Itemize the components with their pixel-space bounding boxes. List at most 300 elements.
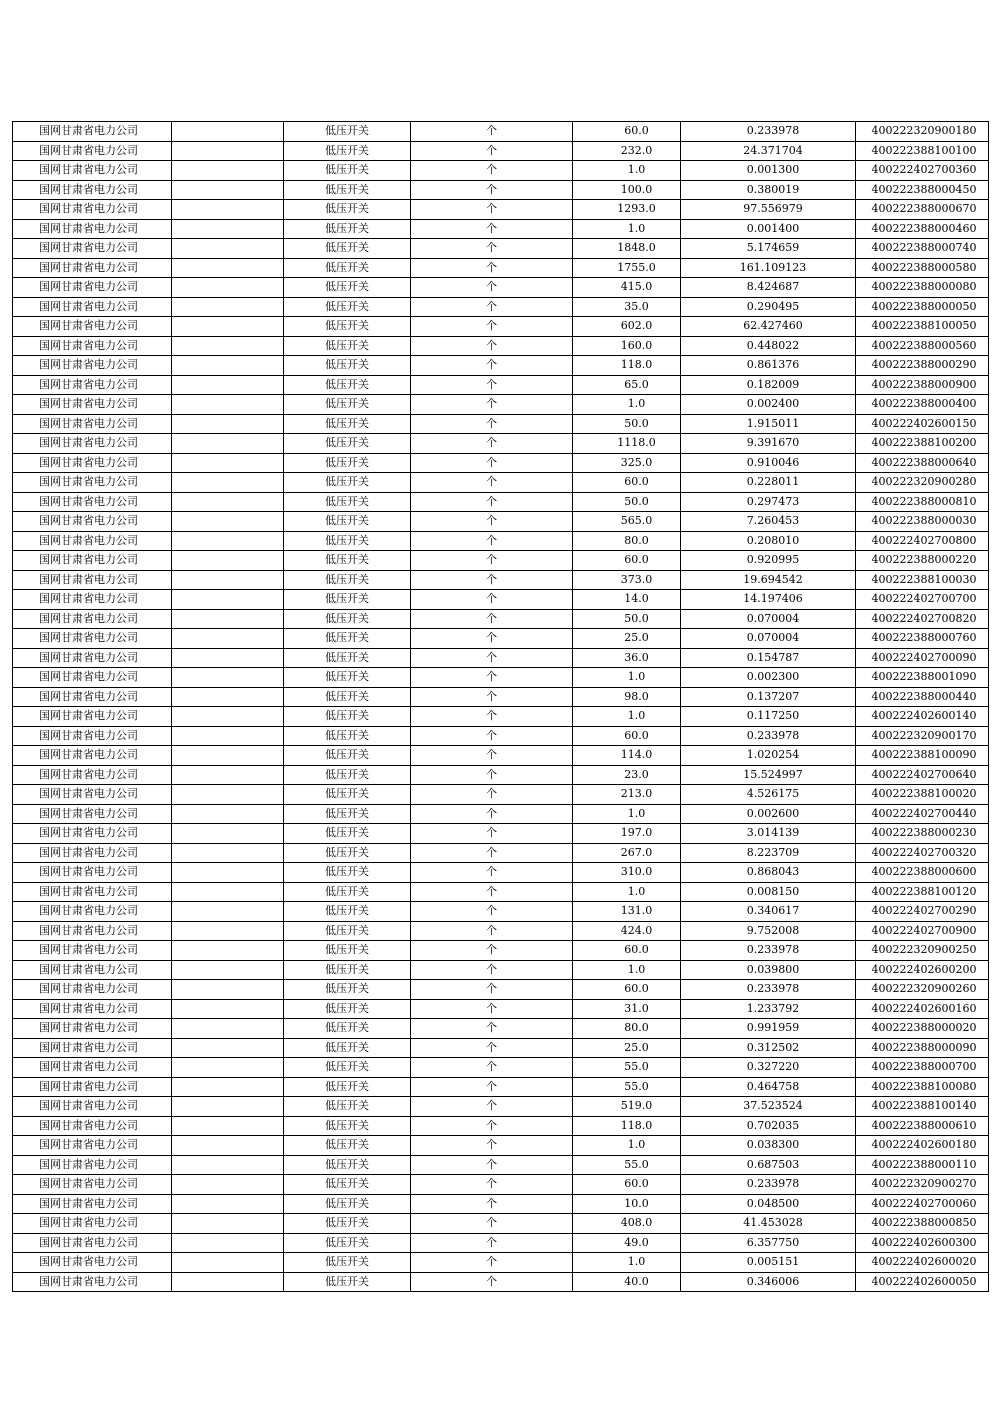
- item-name-cell: 低压开关: [284, 297, 411, 317]
- table-row: [13, 629, 989, 649]
- company-cell: 国网甘肃省电力公司: [13, 1058, 172, 1078]
- company-cell: 国网甘肃省电力公司: [13, 726, 172, 746]
- blank-cell: [172, 395, 284, 415]
- table-row: [13, 1194, 989, 1214]
- table-row: [13, 1253, 989, 1273]
- code-cell: 400222388100090: [856, 746, 989, 766]
- blank-cell: [172, 200, 284, 220]
- amount-cell: 0.048500: [681, 1194, 856, 1214]
- amount-cell: 9.752008: [681, 921, 856, 941]
- company-cell: 国网甘肃省电力公司: [13, 453, 172, 473]
- code-cell: 400222402700090: [856, 648, 989, 668]
- amount-cell: 0.464758: [681, 1077, 856, 1097]
- blank-cell: [172, 1038, 284, 1058]
- table-row: [13, 590, 989, 610]
- quantity-cell: 1848.0: [573, 239, 681, 259]
- item-name-cell: 低压开关: [284, 1253, 411, 1273]
- table-row: [13, 980, 989, 1000]
- blank-cell: [172, 1077, 284, 1097]
- unit-cell: 个: [411, 590, 573, 610]
- blank-cell: [172, 1175, 284, 1195]
- item-name-cell: 低压开关: [284, 785, 411, 805]
- company-cell: 国网甘肃省电力公司: [13, 999, 172, 1019]
- amount-cell: 0.070004: [681, 609, 856, 629]
- amount-cell: 0.002600: [681, 804, 856, 824]
- table-row: [13, 122, 989, 142]
- blank-cell: [172, 434, 284, 454]
- unit-cell: 个: [411, 824, 573, 844]
- item-name-cell: 低压开关: [284, 219, 411, 239]
- code-cell: 400222402600050: [856, 1272, 989, 1292]
- unit-cell: 个: [411, 1194, 573, 1214]
- company-cell: 国网甘肃省电力公司: [13, 843, 172, 863]
- quantity-cell: 415.0: [573, 278, 681, 298]
- company-cell: 国网甘肃省电力公司: [13, 356, 172, 376]
- item-name-cell: 低压开关: [284, 1272, 411, 1292]
- table-row: [13, 512, 989, 532]
- item-name-cell: 低压开关: [284, 375, 411, 395]
- quantity-cell: 373.0: [573, 570, 681, 590]
- unit-cell: 个: [411, 570, 573, 590]
- item-name-cell: 低压开关: [284, 609, 411, 629]
- company-cell: 国网甘肃省电力公司: [13, 414, 172, 434]
- code-cell: 400222388100020: [856, 785, 989, 805]
- table-row: [13, 570, 989, 590]
- unit-cell: 个: [411, 960, 573, 980]
- table-row: [13, 395, 989, 415]
- amount-cell: 0.868043: [681, 863, 856, 883]
- unit-cell: 个: [411, 726, 573, 746]
- amount-cell: 0.005151: [681, 1253, 856, 1273]
- table-row: [13, 1116, 989, 1136]
- quantity-cell: 36.0: [573, 648, 681, 668]
- unit-cell: 个: [411, 1077, 573, 1097]
- unit-cell: 个: [411, 609, 573, 629]
- amount-cell: 9.391670: [681, 434, 856, 454]
- quantity-cell: 49.0: [573, 1233, 681, 1253]
- item-name-cell: 低压开关: [284, 1058, 411, 1078]
- blank-cell: [172, 336, 284, 356]
- company-cell: 国网甘肃省电力公司: [13, 1272, 172, 1292]
- blank-cell: [172, 785, 284, 805]
- item-name-cell: 低压开关: [284, 629, 411, 649]
- amount-cell: 14.197406: [681, 590, 856, 610]
- blank-cell: [172, 1155, 284, 1175]
- table-row: [13, 1097, 989, 1117]
- item-name-cell: 低压开关: [284, 687, 411, 707]
- code-cell: 400222388000290: [856, 356, 989, 376]
- company-cell: 国网甘肃省电力公司: [13, 141, 172, 161]
- item-name-cell: 低压开关: [284, 902, 411, 922]
- unit-cell: 个: [411, 1038, 573, 1058]
- blank-cell: [172, 473, 284, 493]
- company-cell: 国网甘肃省电力公司: [13, 1175, 172, 1195]
- code-cell: 400222388000670: [856, 200, 989, 220]
- blank-cell: [172, 1019, 284, 1039]
- amount-cell: 0.233978: [681, 980, 856, 1000]
- amount-cell: 0.002400: [681, 395, 856, 415]
- code-cell: 400222320900180: [856, 122, 989, 142]
- table-row: [13, 824, 989, 844]
- amount-cell: 0.346006: [681, 1272, 856, 1292]
- quantity-cell: 565.0: [573, 512, 681, 532]
- company-cell: 国网甘肃省电力公司: [13, 570, 172, 590]
- quantity-cell: 60.0: [573, 551, 681, 571]
- unit-cell: 个: [411, 765, 573, 785]
- unit-cell: 个: [411, 941, 573, 961]
- item-name-cell: 低压开关: [284, 1175, 411, 1195]
- quantity-cell: 1.0: [573, 960, 681, 980]
- quantity-cell: 10.0: [573, 1194, 681, 1214]
- amount-cell: 7.260453: [681, 512, 856, 532]
- item-name-cell: 低压开关: [284, 999, 411, 1019]
- code-cell: 400222388000030: [856, 512, 989, 532]
- blank-cell: [172, 999, 284, 1019]
- item-name-cell: 低压开关: [284, 141, 411, 161]
- item-name-cell: 低压开关: [284, 395, 411, 415]
- quantity-cell: 40.0: [573, 1272, 681, 1292]
- company-cell: 国网甘肃省电力公司: [13, 863, 172, 883]
- code-cell: 400222388100050: [856, 317, 989, 337]
- company-cell: 国网甘肃省电力公司: [13, 336, 172, 356]
- blank-cell: [172, 863, 284, 883]
- unit-cell: 个: [411, 453, 573, 473]
- company-cell: 国网甘肃省电力公司: [13, 512, 172, 532]
- table-row: [13, 317, 989, 337]
- table-row: [13, 941, 989, 961]
- unit-cell: 个: [411, 161, 573, 181]
- blank-cell: [172, 551, 284, 571]
- code-cell: 400222388000850: [856, 1214, 989, 1234]
- code-cell: 400222388000440: [856, 687, 989, 707]
- company-cell: 国网甘肃省电力公司: [13, 609, 172, 629]
- table-row: [13, 1155, 989, 1175]
- amount-cell: 5.174659: [681, 239, 856, 259]
- item-name-cell: 低压开关: [284, 453, 411, 473]
- amount-cell: 0.327220: [681, 1058, 856, 1078]
- item-name-cell: 低压开关: [284, 473, 411, 493]
- company-cell: 国网甘肃省电力公司: [13, 317, 172, 337]
- quantity-cell: 14.0: [573, 590, 681, 610]
- amount-cell: 0.290495: [681, 297, 856, 317]
- blank-cell: [172, 726, 284, 746]
- unit-cell: 个: [411, 414, 573, 434]
- unit-cell: 个: [411, 980, 573, 1000]
- table-row: [13, 843, 989, 863]
- blank-cell: [172, 746, 284, 766]
- amount-cell: 19.694542: [681, 570, 856, 590]
- item-name-cell: 低压开关: [284, 765, 411, 785]
- blank-cell: [172, 180, 284, 200]
- unit-cell: 个: [411, 804, 573, 824]
- code-cell: 400222320900280: [856, 473, 989, 493]
- amount-cell: 0.228011: [681, 473, 856, 493]
- code-cell: 400222388100140: [856, 1097, 989, 1117]
- quantity-cell: 50.0: [573, 492, 681, 512]
- item-name-cell: 低压开关: [284, 668, 411, 688]
- blank-cell: [172, 492, 284, 512]
- unit-cell: 个: [411, 1019, 573, 1039]
- quantity-cell: 98.0: [573, 687, 681, 707]
- company-cell: 国网甘肃省电力公司: [13, 882, 172, 902]
- blank-cell: [172, 804, 284, 824]
- code-cell: 400222402700700: [856, 590, 989, 610]
- code-cell: 400222388000230: [856, 824, 989, 844]
- blank-cell: [172, 941, 284, 961]
- blank-cell: [172, 902, 284, 922]
- unit-cell: 个: [411, 1272, 573, 1292]
- company-cell: 国网甘肃省电力公司: [13, 473, 172, 493]
- amount-cell: 97.556979: [681, 200, 856, 220]
- item-name-cell: 低压开关: [284, 824, 411, 844]
- table-row: [13, 336, 989, 356]
- table-row: [13, 239, 989, 259]
- company-cell: 国网甘肃省电力公司: [13, 434, 172, 454]
- quantity-cell: 1.0: [573, 707, 681, 727]
- table-body: [13, 122, 989, 1292]
- item-name-cell: 低压开关: [284, 1194, 411, 1214]
- code-cell: 400222402700360: [856, 161, 989, 181]
- table-row: [13, 414, 989, 434]
- blank-cell: [172, 707, 284, 727]
- table-row: [13, 1272, 989, 1292]
- amount-cell: 0.137207: [681, 687, 856, 707]
- code-cell: 400222402600300: [856, 1233, 989, 1253]
- unit-cell: 个: [411, 219, 573, 239]
- code-cell: 400222402700800: [856, 531, 989, 551]
- item-name-cell: 低压开关: [284, 531, 411, 551]
- quantity-cell: 100.0: [573, 180, 681, 200]
- company-cell: 国网甘肃省电力公司: [13, 1194, 172, 1214]
- amount-cell: 1.020254: [681, 746, 856, 766]
- amount-cell: 0.380019: [681, 180, 856, 200]
- amount-cell: 0.687503: [681, 1155, 856, 1175]
- code-cell: 400222388000740: [856, 239, 989, 259]
- amount-cell: 0.038300: [681, 1136, 856, 1156]
- item-name-cell: 低压开关: [284, 122, 411, 142]
- quantity-cell: 55.0: [573, 1077, 681, 1097]
- amount-cell: 0.233978: [681, 941, 856, 961]
- quantity-cell: 131.0: [573, 902, 681, 922]
- amount-cell: 0.702035: [681, 1116, 856, 1136]
- company-cell: 国网甘肃省电力公司: [13, 648, 172, 668]
- blank-cell: [172, 278, 284, 298]
- code-cell: 400222388000640: [856, 453, 989, 473]
- amount-cell: 0.340617: [681, 902, 856, 922]
- item-name-cell: 低压开关: [284, 707, 411, 727]
- unit-cell: 个: [411, 1136, 573, 1156]
- code-cell: 400222402700640: [856, 765, 989, 785]
- company-cell: 国网甘肃省电力公司: [13, 395, 172, 415]
- table-row: [13, 648, 989, 668]
- code-cell: 400222402700290: [856, 902, 989, 922]
- quantity-cell: 1.0: [573, 395, 681, 415]
- table-row: [13, 297, 989, 317]
- table-row: [13, 531, 989, 551]
- blank-cell: [172, 1214, 284, 1234]
- company-cell: 国网甘肃省电力公司: [13, 492, 172, 512]
- unit-cell: 个: [411, 336, 573, 356]
- quantity-cell: 50.0: [573, 609, 681, 629]
- item-name-cell: 低压开关: [284, 512, 411, 532]
- blank-cell: [172, 687, 284, 707]
- unit-cell: 个: [411, 1233, 573, 1253]
- unit-cell: 个: [411, 200, 573, 220]
- table-row: [13, 219, 989, 239]
- quantity-cell: 118.0: [573, 356, 681, 376]
- code-cell: 400222388100200: [856, 434, 989, 454]
- table-row: [13, 473, 989, 493]
- table-row: [13, 765, 989, 785]
- blank-cell: [172, 570, 284, 590]
- blank-cell: [172, 960, 284, 980]
- company-cell: 国网甘肃省电力公司: [13, 1097, 172, 1117]
- table-row: [13, 1136, 989, 1156]
- company-cell: 国网甘肃省电力公司: [13, 297, 172, 317]
- company-cell: 国网甘肃省电力公司: [13, 278, 172, 298]
- blank-cell: [172, 1136, 284, 1156]
- blank-cell: [172, 141, 284, 161]
- code-cell: 400222388100100: [856, 141, 989, 161]
- company-cell: 国网甘肃省电力公司: [13, 687, 172, 707]
- amount-cell: 6.357750: [681, 1233, 856, 1253]
- unit-cell: 个: [411, 882, 573, 902]
- company-cell: 国网甘肃省电力公司: [13, 219, 172, 239]
- unit-cell: 个: [411, 239, 573, 259]
- table-row: [13, 453, 989, 473]
- unit-cell: 个: [411, 707, 573, 727]
- company-cell: 国网甘肃省电力公司: [13, 1136, 172, 1156]
- unit-cell: 个: [411, 1214, 573, 1234]
- table-row: [13, 960, 989, 980]
- quantity-cell: 310.0: [573, 863, 681, 883]
- item-name-cell: 低压开关: [284, 492, 411, 512]
- table-row: [13, 141, 989, 161]
- unit-cell: 个: [411, 1097, 573, 1117]
- table-row: [13, 804, 989, 824]
- blank-cell: [172, 239, 284, 259]
- amount-cell: 0.233978: [681, 1175, 856, 1195]
- blank-cell: [172, 122, 284, 142]
- table-row: [13, 785, 989, 805]
- company-cell: 国网甘肃省电力公司: [13, 122, 172, 142]
- quantity-cell: 519.0: [573, 1097, 681, 1117]
- company-cell: 国网甘肃省电力公司: [13, 551, 172, 571]
- company-cell: 国网甘肃省电力公司: [13, 1233, 172, 1253]
- amount-cell: 161.109123: [681, 258, 856, 278]
- company-cell: 国网甘肃省电力公司: [13, 1116, 172, 1136]
- quantity-cell: 1755.0: [573, 258, 681, 278]
- amount-cell: 0.117250: [681, 707, 856, 727]
- blank-cell: [172, 414, 284, 434]
- amount-cell: 0.070004: [681, 629, 856, 649]
- quantity-cell: 1.0: [573, 1253, 681, 1273]
- amount-cell: 37.523524: [681, 1097, 856, 1117]
- amount-cell: 24.371704: [681, 141, 856, 161]
- code-cell: 400222388000580: [856, 258, 989, 278]
- quantity-cell: 31.0: [573, 999, 681, 1019]
- amount-cell: 0.920995: [681, 551, 856, 571]
- amount-cell: 0.002300: [681, 668, 856, 688]
- code-cell: 400222320900250: [856, 941, 989, 961]
- table-row: [13, 1077, 989, 1097]
- code-cell: 400222402600200: [856, 960, 989, 980]
- amount-cell: 8.223709: [681, 843, 856, 863]
- unit-cell: 个: [411, 180, 573, 200]
- unit-cell: 个: [411, 1253, 573, 1273]
- blank-cell: [172, 531, 284, 551]
- table-row: [13, 1233, 989, 1253]
- company-cell: 国网甘肃省电力公司: [13, 590, 172, 610]
- table-row: [13, 161, 989, 181]
- unit-cell: 个: [411, 531, 573, 551]
- item-name-cell: 低压开关: [284, 1097, 411, 1117]
- amount-cell: 0.039800: [681, 960, 856, 980]
- quantity-cell: 80.0: [573, 1019, 681, 1039]
- quantity-cell: 232.0: [573, 141, 681, 161]
- code-cell: 400222388000220: [856, 551, 989, 571]
- unit-cell: 个: [411, 629, 573, 649]
- amount-cell: 0.008150: [681, 882, 856, 902]
- item-name-cell: 低压开关: [284, 882, 411, 902]
- quantity-cell: 35.0: [573, 297, 681, 317]
- company-cell: 国网甘肃省电力公司: [13, 941, 172, 961]
- code-cell: 400222402600180: [856, 1136, 989, 1156]
- quantity-cell: 80.0: [573, 531, 681, 551]
- item-name-cell: 低压开关: [284, 414, 411, 434]
- quantity-cell: 1.0: [573, 882, 681, 902]
- blank-cell: [172, 1253, 284, 1273]
- table-row: [13, 434, 989, 454]
- blank-cell: [172, 921, 284, 941]
- unit-cell: 个: [411, 1155, 573, 1175]
- table-row: [13, 492, 989, 512]
- table-row: [13, 278, 989, 298]
- quantity-cell: 424.0: [573, 921, 681, 941]
- unit-cell: 个: [411, 1058, 573, 1078]
- blank-cell: [172, 1272, 284, 1292]
- table-row: [13, 668, 989, 688]
- quantity-cell: 60.0: [573, 726, 681, 746]
- blank-cell: [172, 824, 284, 844]
- item-name-cell: 低压开关: [284, 258, 411, 278]
- company-cell: 国网甘肃省电力公司: [13, 239, 172, 259]
- quantity-cell: 114.0: [573, 746, 681, 766]
- item-name-cell: 低压开关: [284, 1019, 411, 1039]
- unit-cell: 个: [411, 746, 573, 766]
- blank-cell: [172, 843, 284, 863]
- unit-cell: 个: [411, 492, 573, 512]
- table-row: [13, 902, 989, 922]
- code-cell: 400222388000900: [856, 375, 989, 395]
- quantity-cell: 267.0: [573, 843, 681, 863]
- table-row: [13, 258, 989, 278]
- code-cell: 400222388000610: [856, 1116, 989, 1136]
- quantity-cell: 55.0: [573, 1155, 681, 1175]
- company-cell: 国网甘肃省电力公司: [13, 824, 172, 844]
- blank-cell: [172, 1233, 284, 1253]
- amount-cell: 1.233792: [681, 999, 856, 1019]
- unit-cell: 个: [411, 902, 573, 922]
- unit-cell: 个: [411, 395, 573, 415]
- unit-cell: 个: [411, 668, 573, 688]
- code-cell: 400222388000090: [856, 1038, 989, 1058]
- code-cell: 400222388001090: [856, 668, 989, 688]
- table-row: [13, 882, 989, 902]
- unit-cell: 个: [411, 122, 573, 142]
- unit-cell: 个: [411, 278, 573, 298]
- company-cell: 国网甘肃省电力公司: [13, 1253, 172, 1273]
